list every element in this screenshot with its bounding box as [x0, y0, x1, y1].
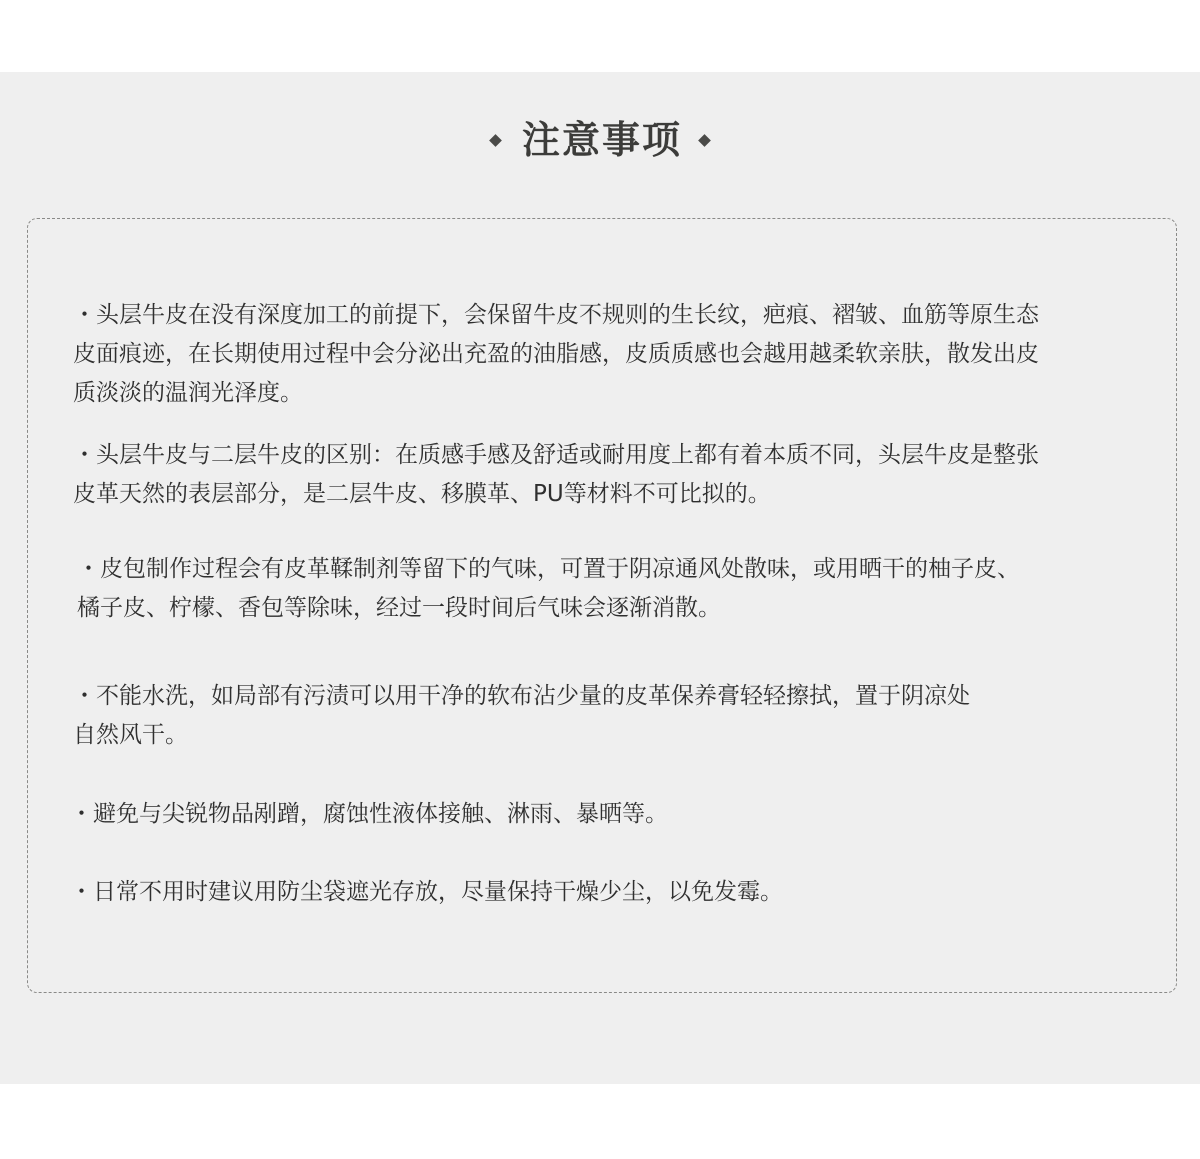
- note-item: [73, 436, 1039, 514]
- note-line: ・避免与尖锐物品剐蹭，腐蚀性液体接触、淋雨、暴晒等。: [70, 801, 668, 827]
- note-item: [70, 873, 783, 912]
- note-item: [70, 795, 668, 834]
- note-item: [77, 550, 1020, 628]
- section-heading: [0, 116, 1200, 164]
- note-line: ・头层牛皮与二层牛皮的区别：在质感手感及舒适或耐用度上都有着本质不同，头层牛皮是整张: [73, 442, 1039, 468]
- note-line: ・不能水洗，如局部有污渍可以用干净的软布沾少量的皮革保养膏轻轻擦拭，置于阴凉处: [73, 683, 970, 709]
- note-line: ・皮包制作过程会有皮革鞣制剂等留下的气味，可置于阴凉通风处散味，或用晒干的柚子皮、: [77, 556, 1020, 582]
- page-title: 注意事项: [521, 118, 682, 162]
- note-line: ・头层牛皮在没有深度加工的前提下，会保留牛皮不规则的生长纹，疤痕、褶皱、血筋等原生态: [73, 302, 1039, 328]
- note-line: 橘子皮、柠檬、香包等除味，经过一段时间后气味会逐渐消散。: [77, 595, 721, 621]
- diamond-right-icon: [698, 134, 711, 147]
- note-line: ・日常不用时建议用防尘袋遮光存放，尽量保持干燥少尘，以免发霉。: [70, 879, 783, 905]
- diamond-left-icon: [489, 134, 502, 147]
- note-line: 自然风干。: [73, 722, 188, 748]
- note-line: 质淡淡的温润光泽度。: [73, 380, 303, 406]
- note-item: [73, 677, 970, 755]
- note-item: [73, 296, 1039, 413]
- note-line: 皮面痕迹，在长期使用过程中会分泌出充盈的油脂感，皮质质感也会越用越柔软亲肤，散发出皮: [73, 341, 1039, 367]
- note-line: 皮革天然的表层部分，是二层牛皮、移膜革、PU等材料不可比拟的。: [73, 481, 771, 507]
